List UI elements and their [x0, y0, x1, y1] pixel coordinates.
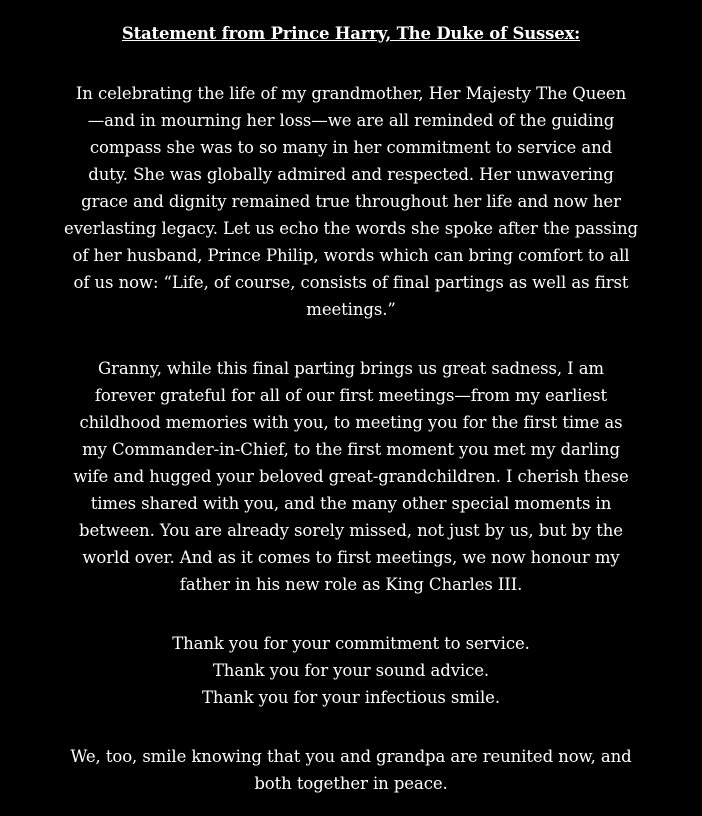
text-line: grace and dignity remained true throughout her life and now her	[81, 192, 621, 211]
text-line: father in his new role as King Charles III.	[179, 575, 523, 594]
text-line: forever grateful for all of our first meetings—from my earliest	[94, 386, 608, 405]
text-line: Granny, while this final parting brings us great sadness, I am	[98, 359, 604, 378]
text-line: Thank you for your commitment to service.	[172, 634, 530, 653]
text-line: my Commander-in-Chief, to the first moment you met my darling	[82, 440, 620, 459]
text-line: everlasting legacy. Let us echo the words she spoke after the passing	[64, 219, 638, 238]
text-line: In celebrating the life of my grandmother, Her Majesty The Queen	[75, 84, 627, 103]
text-line: of her husband, Prince Philip, words which can bring comfort to all	[72, 246, 630, 265]
statement-title: Statement from Prince Harry, The Duke of Sussex:	[121, 24, 581, 43]
text-line: meetings.”	[306, 300, 396, 319]
paragraph-closing	[61, 743, 641, 797]
text-line: between. You are already sorely missed, not just by us, but by the	[79, 521, 623, 540]
text-line: of us now: “Life, of course, consists of final partings as well as first	[73, 273, 629, 292]
text-line: childhood memories with you, to meeting you for the first time as	[79, 413, 623, 432]
text-line: —and in mourning her loss—we are all reminded of the guiding	[87, 111, 615, 130]
paragraph-granny	[66, 355, 636, 598]
text-line: wife and hugged your beloved great-grandchildren. I cherish these	[73, 467, 629, 486]
text-line: both together in peace.	[254, 774, 448, 793]
paragraph-tribute	[61, 80, 641, 323]
text-line: world over. And as it comes to first meetings, we now honour my	[82, 548, 620, 567]
text-line: times shared with you, and the many other special moments in	[90, 494, 612, 513]
text-line: duty. She was globally admired and respected. Her unwavering	[88, 165, 614, 184]
text-line: Thank you for your infectious smile.	[202, 688, 500, 707]
text-line: Thank you for your sound advice.	[212, 661, 490, 680]
paragraph-thank-you	[61, 630, 641, 711]
text-line: We, too, smile knowing that you and grandpa are reunited now, and	[70, 747, 632, 766]
text-line: compass she was to so many in her commitment to service and	[89, 138, 613, 157]
